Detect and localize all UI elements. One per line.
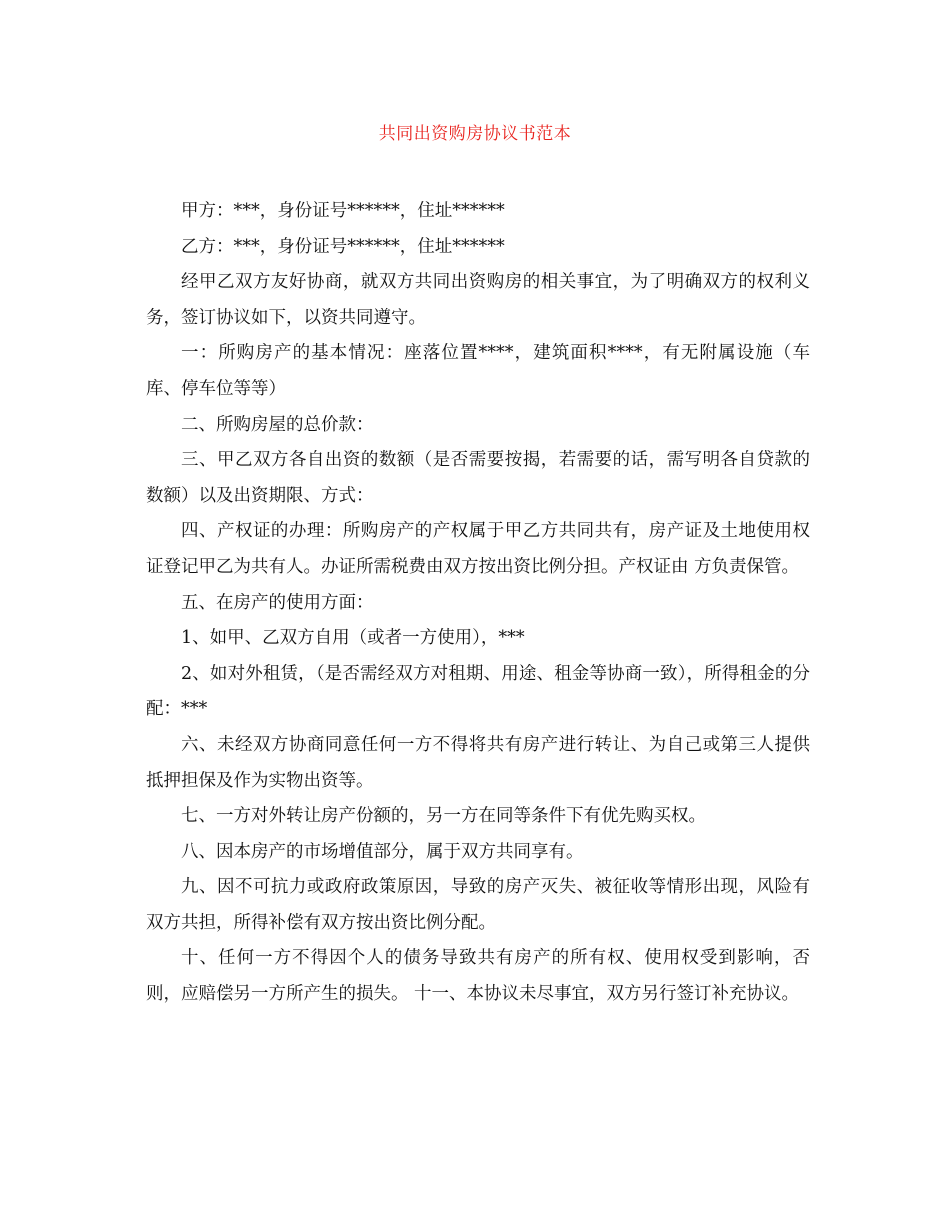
clause-4-title-certificate: 四、产权证的办理：所购房产的产权属于甲乙方共同共有，房产证及土地使用权证登记甲乙为共有人。办证所需税费由双方按出资比例分担。产权证由 方负责保管。 [146,521,810,577]
preamble-paragraph: 经甲乙双方友好协商，就双方共同出资购房的相关事宜，为了明确双方的权利义务，签订协议如下，以资共同遵守。 [146,272,810,328]
party-a-line: 甲方：***，身份证号******，住址****** [181,201,505,221]
clause-3-contributions: 三、甲乙双方各自出资的数额（是否需要按揭，若需要的话，需写明各自贷款的数额）以及出资期限、方式： [146,450,810,506]
party-b-line: 乙方：***，身份证号******，住址****** [181,236,505,257]
document-body [146,194,810,1013]
clause-1-property-info: 一：所购房产的基本情况：座落位置****，建筑面积****，有无附属设施（车库、停车位等等） [146,343,810,399]
clause-5-item-2: 2、如对外租赁，（是否需经双方对租期、用途、租金等协商一致），所得租金的分配：*** [146,663,810,720]
document-title: 共同出资购房协议书范本 [378,124,572,144]
clause-10-11-debts-and-supplement: 十、任何一方不得因个人的债务导致共有房产的所有权、使用权受到影响，否则，应赔偿另一方所产生的损失。 十一、本协议未尽事宜，双方另行签订补充协议。 [146,948,810,1005]
clause-2-total-price: 二、所购房屋的总价款： [181,414,374,435]
clause-5-item-1: 1、如甲、乙双方自用（或者一方使用），*** [181,628,525,649]
clause-5-usage: 五、在房产的使用方面： [181,592,374,613]
clause-9-force-majeure: 九、因不可抗力或政府政策原因，导致的房产灭失、被征收等情形出现，风险有双方共担，所得补偿有双方按出资比例分配。 [146,877,810,933]
clause-7-preemption: 七、一方对外转让房产份额的，另一方在同等条件下有优先购买权。 [181,806,706,827]
clause-8-appreciation: 八、因本房产的市场增值部分，属于双方共同享有。 [181,841,584,862]
clause-6-transfer-restriction: 六、未经双方协商同意任何一方不得将共有房产进行转让、为自己或第三人提供抵押担保及作为实物出资等。 [146,734,810,791]
